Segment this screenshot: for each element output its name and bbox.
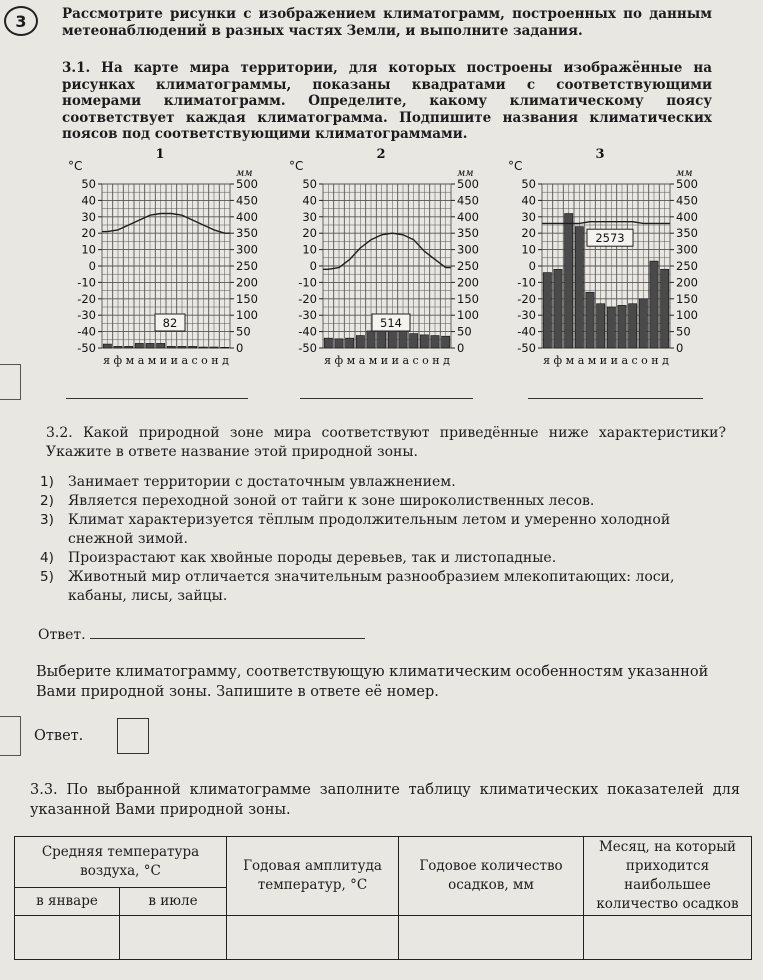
list-item-text: Произрастают как хвойные породы деревьев, так и листопадные. (68, 550, 557, 566)
task-number: 3 (15, 11, 27, 31)
precip-tick-label: 300 (676, 242, 698, 257)
temp-unit-label: °C (508, 159, 523, 173)
precipitation-bar (356, 336, 364, 348)
temp-tick-label: -10 (517, 275, 536, 290)
question-3-2-text: 3.2. Какой природной зоне мира соответствуют приведённые ниже характеристики? Укажите в ответе название этой природной зоны. (46, 425, 726, 460)
precip-tick-label: 500 (236, 177, 258, 191)
precipitation-bar (324, 338, 332, 348)
temp-tick-label: 50 (81, 177, 96, 191)
precip-unit-label: мм (676, 168, 693, 179)
list-item-number: 3) (40, 512, 54, 528)
list-item-number: 4) (40, 550, 54, 566)
precip-tick-label: 450 (457, 193, 479, 208)
precip-tick-label: 100 (676, 308, 698, 323)
temp-tick-label: -50 (517, 341, 536, 355)
chart-number: 1 (155, 147, 165, 162)
indicators-table (14, 836, 752, 960)
temp-tick-label: -10 (77, 275, 96, 290)
belt-answer-line-1[interactable] (66, 398, 248, 399)
annual-precip-label: 514 (380, 316, 402, 330)
precipitation-bar (125, 346, 133, 348)
choose-climatogram-text: Выберите климатограмму, соответствующую климатическим особенностям указанной Вами природной зоны. Запишите в ответе её номер. (36, 664, 709, 700)
temp-tick-label: 50 (521, 177, 536, 191)
temp-tick-label: -20 (298, 291, 317, 306)
precipitation-bar (420, 335, 428, 348)
temp-tick-label: 50 (302, 177, 317, 191)
precip-tick-label: 50 (236, 324, 251, 339)
temp-tick-label: 30 (81, 209, 96, 224)
precipitation-bar (210, 347, 218, 348)
precip-tick-label: 0 (457, 341, 465, 355)
precip-tick-label: 200 (676, 275, 698, 290)
precipitation-bar (586, 292, 594, 348)
temp-tick-label: 0 (88, 259, 96, 273)
annual-precip-label: 82 (162, 316, 178, 330)
task-intro: Рассмотрите рисунки с изображением климатограмм, построенных по данным метеонаблюдений в разных частях Земли, и выполните задания. (62, 6, 712, 39)
precip-tick-label: 150 (457, 291, 479, 306)
month-labels: я ф м а м и и а с о н д (103, 354, 229, 367)
header-july: в июле (120, 888, 227, 916)
climatogram-2-svg (275, 144, 510, 374)
precipitation-bar (629, 304, 637, 348)
precipitation-bar (618, 305, 626, 348)
list-item (40, 549, 730, 568)
precipitation-bar (146, 343, 154, 348)
precip-tick-label: 350 (457, 226, 479, 241)
precipitation-bar (346, 338, 354, 348)
cell-wettest-month[interactable] (584, 916, 752, 960)
list-item-number: 1) (40, 474, 54, 490)
task-number-badge (4, 6, 38, 36)
list-item-text: Животный мир отличается значительным разнообразием млекопитающих: лоси, кабаны, лисы, зайцы. (68, 569, 675, 604)
precip-tick-label: 0 (236, 341, 244, 355)
precip-tick-label: 300 (457, 242, 479, 257)
precip-tick-label: 400 (676, 209, 698, 224)
precipitation-bar (178, 346, 186, 348)
temp-tick-label: 20 (81, 226, 96, 241)
precipitation-bar (607, 307, 615, 348)
climatogram-3 (494, 144, 729, 374)
chart-number: 3 (595, 147, 605, 162)
list-item-number: 5) (40, 569, 54, 585)
list-item-text: Климат характеризуется тёплым продолжительным летом и умеренно холодной снежной зимой. (68, 512, 671, 547)
question-3-1-text: 3.1. На карте мира территории, для которых построены изображённые на рисунках климатограммы, показаны квадратами с соответствующими номерами климатограмм. Определите, какому климатическому поясу соответствует каждая климатограмма. Подпишите названия климатических поясов под соответствующими климатограммами. (62, 60, 712, 142)
precipitation-bar (554, 269, 562, 348)
precip-tick-label: 350 (676, 226, 698, 241)
list-item (40, 492, 730, 511)
precipitation-bar (565, 214, 573, 348)
climatogram-2 (275, 144, 510, 374)
list-item (40, 473, 730, 492)
precipitation-bar (335, 339, 343, 348)
cell-amplitude[interactable] (227, 916, 399, 960)
precip-tick-label: 250 (676, 259, 698, 273)
list-item (40, 511, 730, 549)
temp-tick-label: -10 (298, 275, 317, 290)
precip-tick-label: 200 (457, 275, 479, 290)
month-labels: я ф м а м и и а с о н д (324, 354, 450, 367)
precipitation-bar (410, 334, 418, 348)
precip-tick-label: 250 (457, 259, 479, 273)
list-item (40, 568, 730, 606)
temp-tick-label: -50 (77, 341, 96, 355)
temp-tick-label: 20 (302, 226, 317, 241)
precipitation-bar (661, 269, 669, 348)
precip-tick-label: 400 (236, 209, 258, 224)
precipitation-bar (167, 346, 175, 348)
precipitation-bar (367, 331, 375, 348)
temp-tick-label: 0 (528, 259, 536, 273)
precipitation-bar (639, 299, 647, 348)
list-item-number: 2) (40, 493, 54, 509)
temp-tick-label: 30 (302, 209, 317, 224)
precip-tick-label: 50 (457, 324, 472, 339)
precipitation-bar (650, 261, 658, 348)
precipitation-bar (543, 273, 551, 348)
precip-unit-label: мм (457, 168, 474, 179)
temp-tick-label: -40 (517, 324, 536, 339)
temp-tick-label: 10 (302, 242, 317, 257)
margin-box-mark-2 (0, 716, 21, 756)
header-january: в январе (15, 888, 120, 916)
climatogram-1 (54, 144, 289, 374)
belt-answer-line-2[interactable] (300, 398, 473, 399)
precip-tick-label: 50 (676, 324, 691, 339)
precipitation-bar (114, 346, 122, 348)
temp-tick-label: 40 (302, 193, 317, 208)
chart-number: 2 (376, 147, 386, 162)
precipitation-bar (199, 347, 207, 348)
precipitation-bar (431, 336, 439, 348)
precip-tick-label: 250 (236, 259, 258, 273)
precipitation-bar (221, 347, 229, 348)
temp-tick-label: 40 (81, 193, 96, 208)
precip-tick-label: 200 (236, 275, 258, 290)
precip-tick-label: 0 (676, 341, 684, 355)
precipitation-bar (597, 304, 605, 348)
precip-tick-label: 100 (236, 308, 258, 323)
temp-tick-label: 30 (521, 209, 536, 224)
temp-tick-label: -30 (77, 308, 96, 323)
precip-tick-label: 100 (457, 308, 479, 323)
cell-precip[interactable] (399, 916, 584, 960)
margin-box-mark (0, 364, 21, 400)
header-wettest-month: Месяц, на который приходится наибольшее количество осадков (584, 837, 752, 916)
precipitation-bar (157, 343, 165, 348)
temp-tick-label: 10 (81, 242, 96, 257)
temp-tick-label: 0 (309, 259, 317, 273)
precip-unit-label: мм (236, 168, 253, 179)
temp-tick-label: -40 (77, 324, 96, 339)
header-precip: Годовое количество осадков, мм (399, 837, 584, 916)
zone-answer (38, 626, 365, 643)
temp-tick-label: 40 (521, 193, 536, 208)
cell-july[interactable] (120, 916, 227, 960)
question-3-3-text: 3.3. По выбранной климатограмме заполните таблицу климатических показателей для указанной Вами природной зоны. (30, 782, 740, 818)
climatogram-3-svg (494, 144, 729, 374)
temp-tick-label: -40 (298, 324, 317, 339)
climatogram-1-svg (54, 144, 289, 374)
precip-tick-label: 450 (236, 193, 258, 208)
precip-tick-label: 450 (676, 193, 698, 208)
annual-precip-label: 2573 (595, 231, 625, 246)
header-amplitude: Годовая амплитуда температур, °C (227, 837, 399, 916)
list-item-text: Занимает территории с достаточным увлажнением. (68, 474, 456, 490)
temp-tick-label: -30 (298, 308, 317, 323)
month-labels: я ф м а м и и а с о н д (543, 354, 669, 367)
number-answer-label: Ответ. (34, 728, 84, 744)
temp-unit-label: °C (289, 159, 304, 173)
precip-tick-label: 150 (676, 291, 698, 306)
precipitation-bar (135, 343, 143, 348)
temp-tick-label: -20 (77, 291, 96, 306)
temp-tick-label: -30 (517, 308, 536, 323)
precipitation-bar (189, 346, 197, 348)
precipitation-bar (575, 227, 583, 348)
zone-answer-line[interactable] (90, 626, 365, 639)
list-item-text: Является переходной зоной от тайги к зоне широколиственных лесов. (68, 493, 595, 509)
precipitation-bar (103, 344, 111, 348)
zone-answer-label: Ответ. (38, 627, 86, 643)
precip-tick-label: 300 (236, 242, 258, 257)
cell-january[interactable] (15, 916, 120, 960)
temp-tick-label: -20 (517, 291, 536, 306)
precip-tick-label: 150 (236, 291, 258, 306)
temp-tick-label: 10 (521, 242, 536, 257)
belt-answer-line-3[interactable] (528, 398, 703, 399)
temp-unit-label: °C (68, 159, 83, 173)
precip-tick-label: 500 (676, 177, 698, 191)
precip-tick-label: 350 (236, 226, 258, 241)
header-avg-temp: Средняя температура воздуха, °C (15, 837, 227, 888)
characteristics-list (40, 473, 730, 606)
temp-tick-label: 20 (521, 226, 536, 241)
precipitation-bar (442, 336, 450, 348)
precip-tick-label: 500 (457, 177, 479, 191)
precip-tick-label: 400 (457, 209, 479, 224)
number-answer-box[interactable] (117, 718, 149, 754)
temp-tick-label: -50 (298, 341, 317, 355)
